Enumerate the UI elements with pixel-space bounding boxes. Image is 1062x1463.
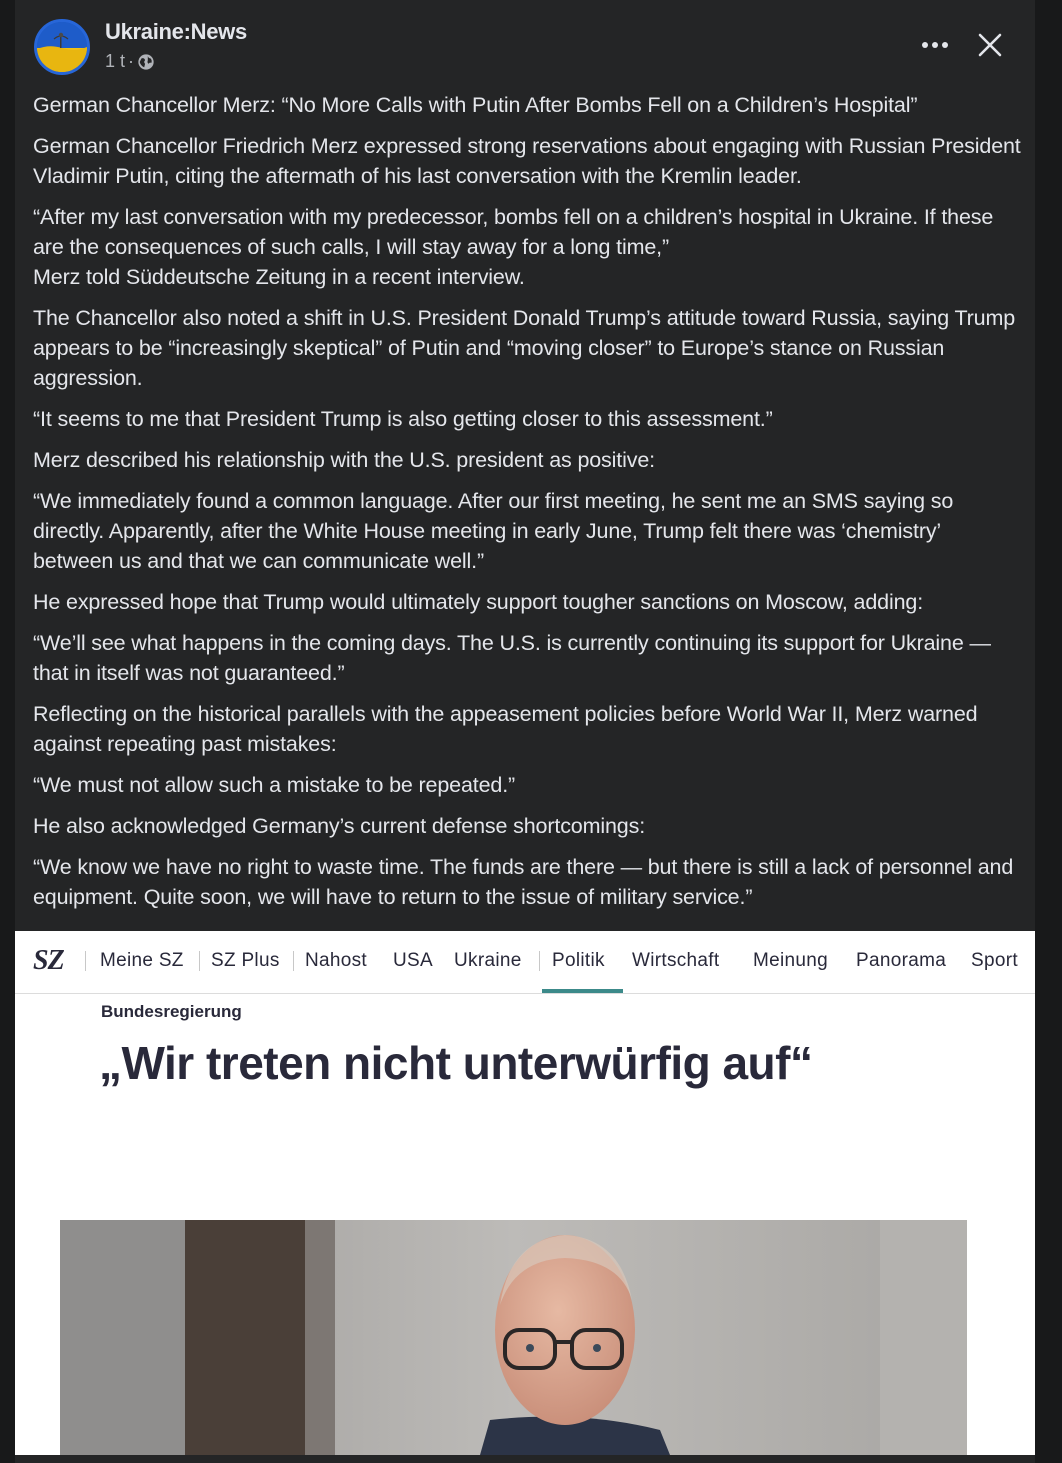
nav-divider xyxy=(199,951,200,971)
nav-item-nahost: Nahost xyxy=(305,950,368,971)
nav-item-ukraine: Ukraine xyxy=(454,950,522,971)
nav-divider xyxy=(539,951,540,971)
post-paragraph: He also acknowledged Germany’s current defense shortcomings: xyxy=(33,814,646,838)
nav-item-usa: USA xyxy=(393,950,433,971)
post-time[interactable]: 1 t xyxy=(105,51,126,71)
attached-article-screenshot[interactable] xyxy=(15,931,1035,1455)
post-paragraph: “It seems to me that President Trump is also getting closer to this assessment.” xyxy=(33,407,773,431)
post-paragraph: German Chancellor Merz: “No More Calls with Putin After Bombs Fell on a Children’s Hospital” xyxy=(33,93,918,117)
post-header xyxy=(15,0,1035,90)
more-options-icon xyxy=(922,42,928,48)
nav-item-sz-plus: SZ Plus xyxy=(211,950,280,971)
nav-item-meinung: Meinung xyxy=(753,950,828,971)
close-icon[interactable] xyxy=(973,28,1007,62)
post-paragraph: “We must not allow such a mistake to be repeated.” xyxy=(33,773,516,797)
post-card xyxy=(15,0,1035,1463)
more-options-dot xyxy=(942,42,948,48)
post-paragraph: “After my last conversation with my predecessor, bombs fell on a children’s hospital in Ukraine. If these are the consequences of such calls, I will stay away for a long time,” Merz told Süddeutsche Zeitung in a recent interview. xyxy=(33,205,994,289)
nav-item-sport: Sport xyxy=(971,950,1018,971)
nav-item-meine-sz: Meine SZ xyxy=(100,950,184,971)
post-meta xyxy=(105,51,155,72)
meta-separator: · xyxy=(128,51,135,71)
nav-divider xyxy=(85,951,86,971)
post-paragraph: The Chancellor also noted a shift in U.S. President Donald Trump’s attitude toward Russia, saying Trump appears to be “increasingly skeptical” of Putin and “moving closer” to Europe’s stance on Russian aggression. xyxy=(33,306,1016,390)
sz-navigation-bar xyxy=(15,931,1035,994)
sz-logo: SZ xyxy=(33,945,64,976)
avatar-image xyxy=(37,22,87,72)
post-paragraph: German Chancellor Friedrich Merz expressed strong reservations about engaging with Russian President Vladimir Putin, citing the aftermath of his last conversation with the Kremlin leader. xyxy=(33,134,1021,188)
nav-item-politik: Politik xyxy=(552,950,605,971)
post-paragraph: Reflecting on the historical parallels with the appeasement policies before World War II, Merz warned against repeating past mistakes: xyxy=(33,702,978,756)
nav-divider xyxy=(293,951,294,971)
nav-active-indicator xyxy=(542,989,623,993)
nav-item-panorama: Panorama xyxy=(856,950,947,971)
post-paragraph: “We immediately found a common language. After our first meeting, he sent me an SMS saying so directly. Apparently, after the White House meeting in early June, Trump felt there was ‘chemistry’ between us and that we can communicate well.” xyxy=(33,489,954,573)
post-paragraph: He expressed hope that Trump would ultimately support tougher sanctions on Moscow, adding: xyxy=(33,590,924,614)
page-avatar[interactable] xyxy=(34,19,90,75)
post-text xyxy=(33,90,1023,923)
post-paragraph: “We know we have no right to waste time. The funds are there — but there is still a lack of personnel and equipment. Quite soon, we will have to return to the issue of military service.” xyxy=(33,855,1014,909)
portrait-image xyxy=(60,1220,967,1455)
more-options-dot xyxy=(932,42,938,48)
post-paragraph: Merz described his relationship with the U.S. president as positive: xyxy=(33,448,655,472)
article-kicker: Bundesregierung xyxy=(101,1002,242,1021)
globe-icon xyxy=(137,53,155,71)
more-options-button[interactable] xyxy=(917,30,953,60)
page-name[interactable]: Ukraine:News xyxy=(105,19,247,44)
article-headline: „Wir treten nicht unterwürfig auf“ xyxy=(99,1037,813,1089)
post-paragraph: “We’ll see what happens in the coming days. The U.S. is currently continuing its support for Ukraine — that in itself was not guaranteed.” xyxy=(33,631,991,685)
nav-item-wirtschaft: Wirtschaft xyxy=(632,950,720,971)
article-photo xyxy=(60,1220,967,1455)
